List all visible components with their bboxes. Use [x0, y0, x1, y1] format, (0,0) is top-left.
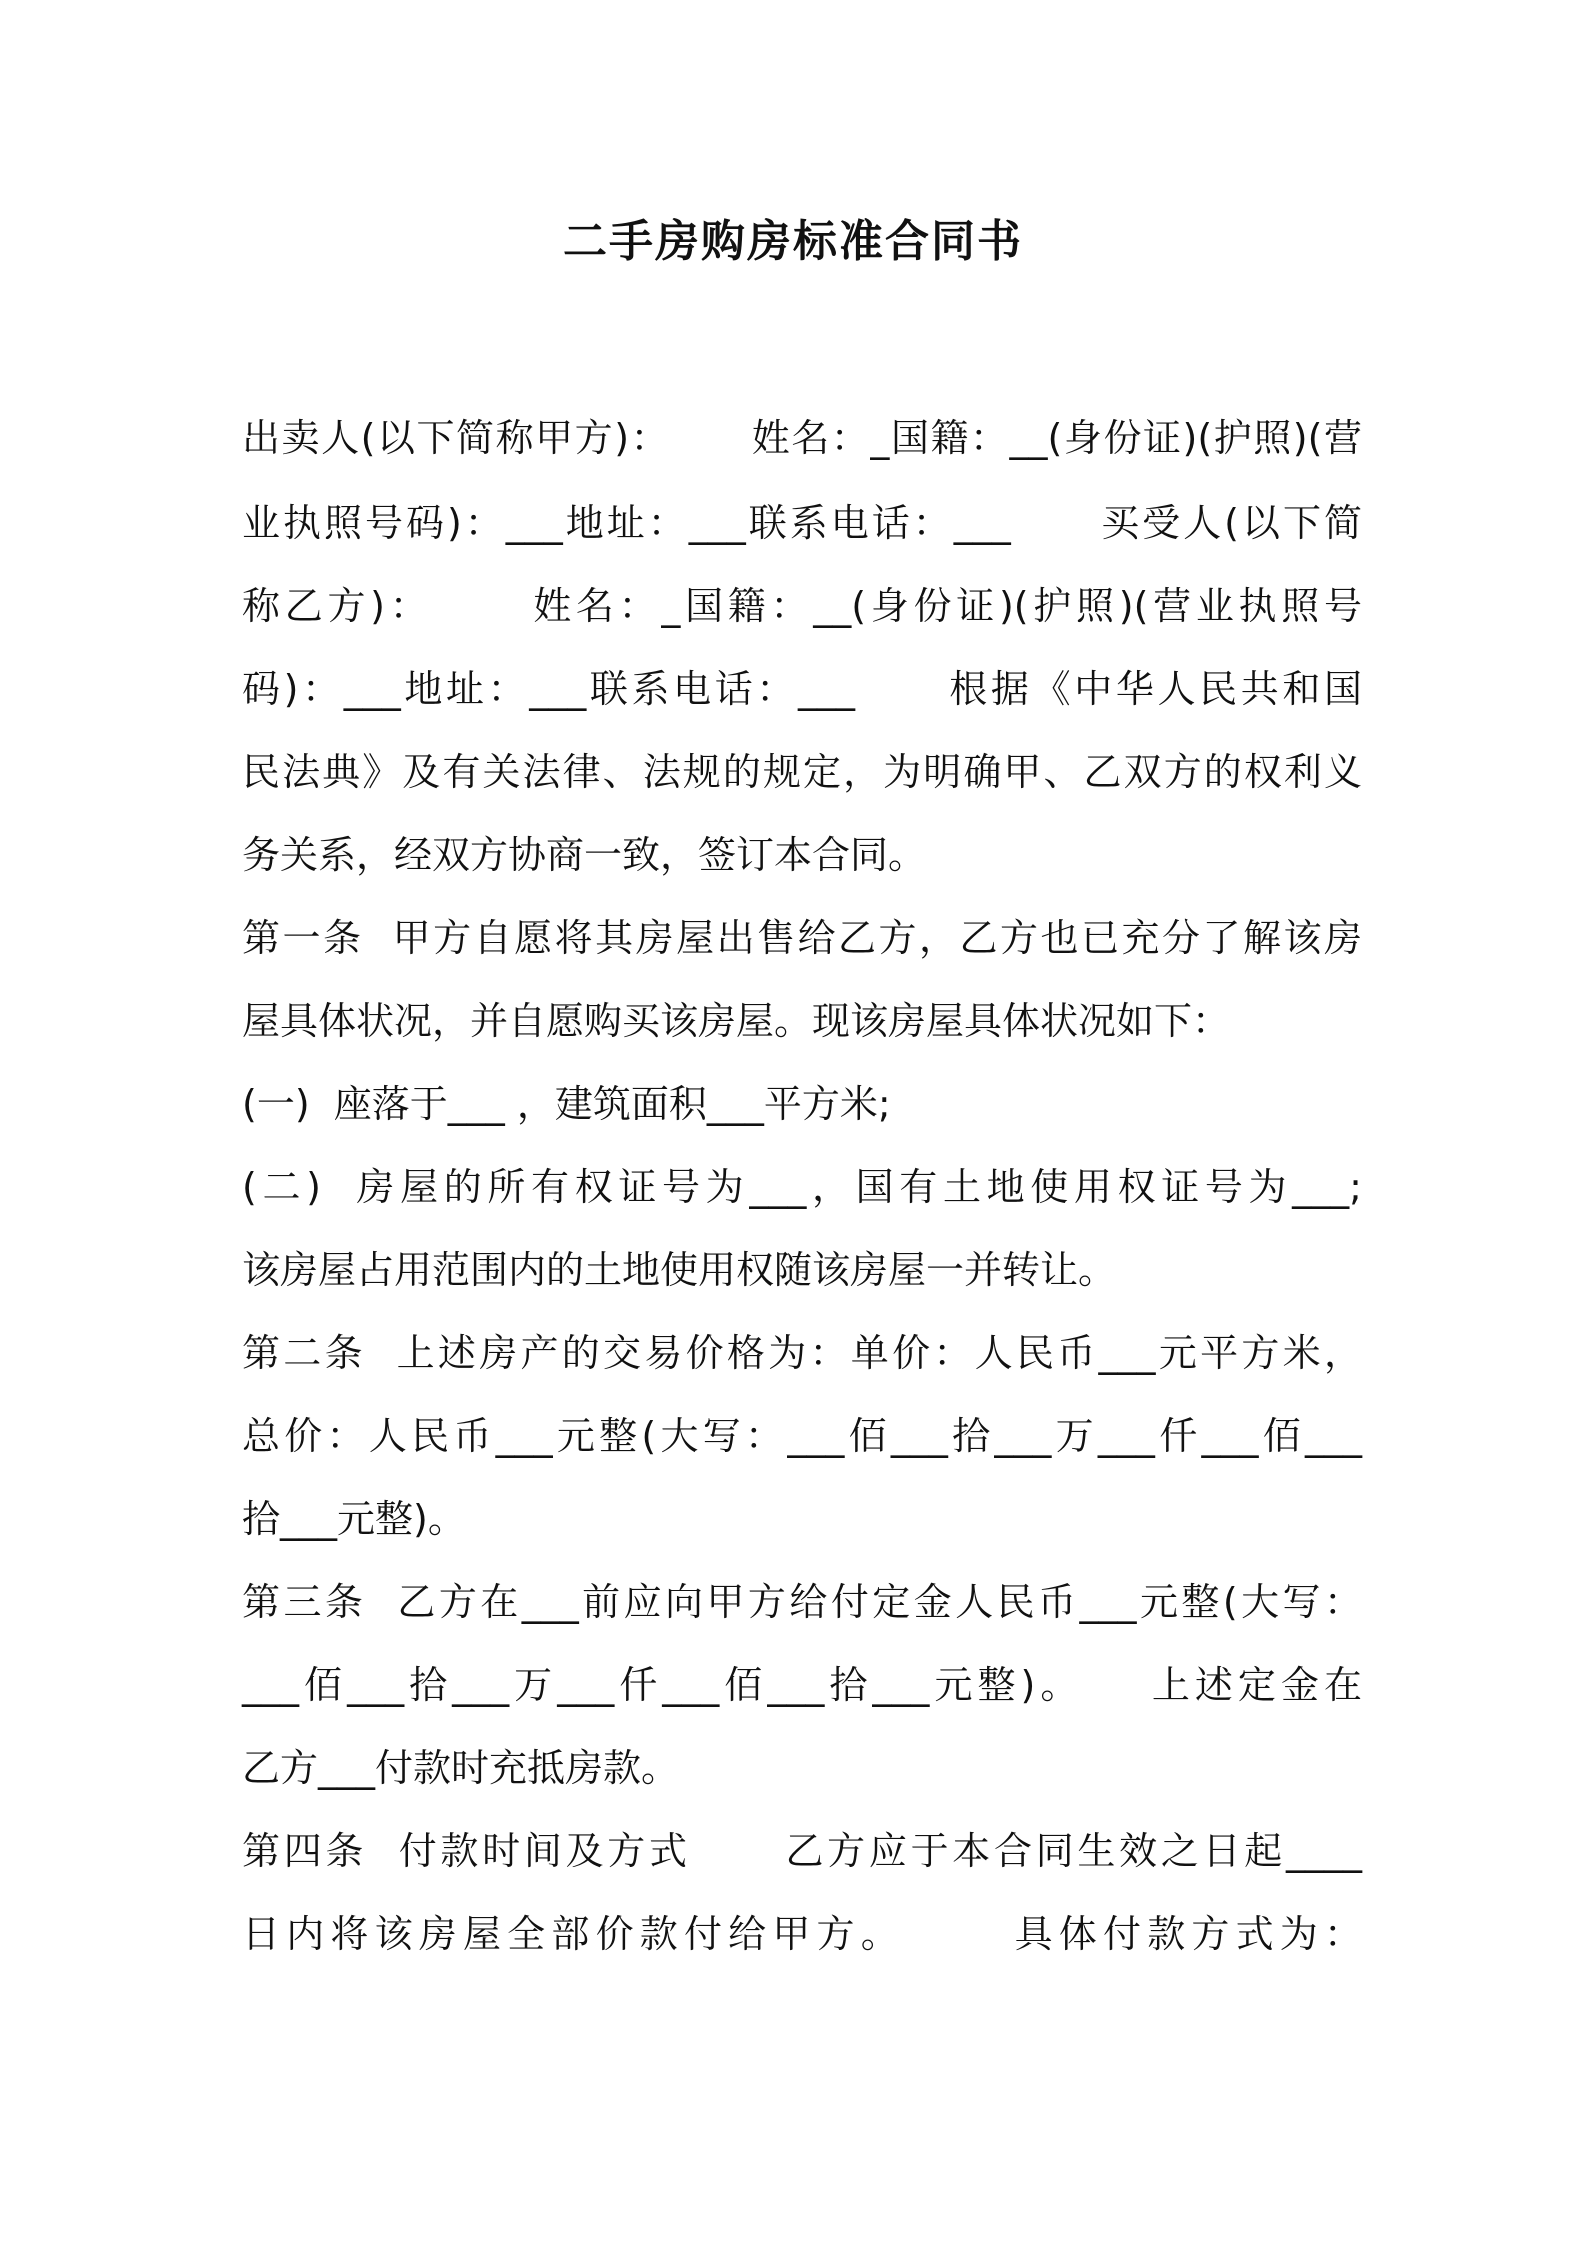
contract-line: 第一条 甲方自愿将其房屋出售给乙方，乙方也已充分了解该房 — [242, 916, 1362, 960]
contract-line: 拾___元整)。 — [242, 1497, 466, 1541]
contract-line: 务关系，经双方协商一致，签订本合同。 — [242, 833, 927, 877]
contract-line: 乙方___付款时充抵房款。 — [242, 1746, 680, 1790]
contract-line: 日内将该房屋全部价款付给甲方。 具体付款方式为： — [242, 1912, 1362, 1956]
contract-line: 业执照号码)：___地址：___联系电话：___ 买受人(以下简 — [242, 501, 1362, 545]
contract-line: 第四条 付款时间及方式 乙方应于本合同生效之日起____ — [242, 1829, 1362, 1873]
contract-line: 民法典》及有关法律、法规的规定，为明确甲、乙双方的权利义 — [242, 750, 1362, 794]
contract-line: 屋具体状况，并自愿购买该房屋。现该房屋具体状况如下： — [242, 999, 1231, 1043]
contract-line: (二) 房屋的所有权证号为___，国有土地使用权证号为___; — [242, 1165, 1362, 1209]
contract-line: 称乙方)： 姓名：_国籍：__(身份证)(护照)(营业执照号 — [242, 584, 1362, 628]
contract-line: 该房屋占用范围内的土地使用权随该房屋一并转让。 — [242, 1248, 1117, 1292]
contract-line: 第三条 乙方在___前应向甲方给付定金人民币___元整(大写： — [242, 1580, 1362, 1624]
contract-line: 第二条 上述房产的交易价格为：单价：人民币___元平方米， — [242, 1331, 1362, 1375]
contract-line: 出卖人(以下简称甲方)： 姓名：_国籍：__(身份证)(护照)(营 — [242, 416, 1362, 460]
contract-line: 码)：___地址：___联系电话：___ 根据《中华人民共和国 — [242, 667, 1362, 711]
contract-line: 总价：人民币___元整(大写：___佰___拾___万___仟___佰___ — [242, 1414, 1362, 1458]
contract-line: (一) 座落于___ ，建筑面积___平方米; — [242, 1082, 891, 1126]
document-title: 二手房购房标准合同书 — [563, 216, 1023, 267]
contract-line: ___佰___拾___万___仟___佰___拾___元整)。 上述定金在 — [242, 1663, 1362, 1707]
